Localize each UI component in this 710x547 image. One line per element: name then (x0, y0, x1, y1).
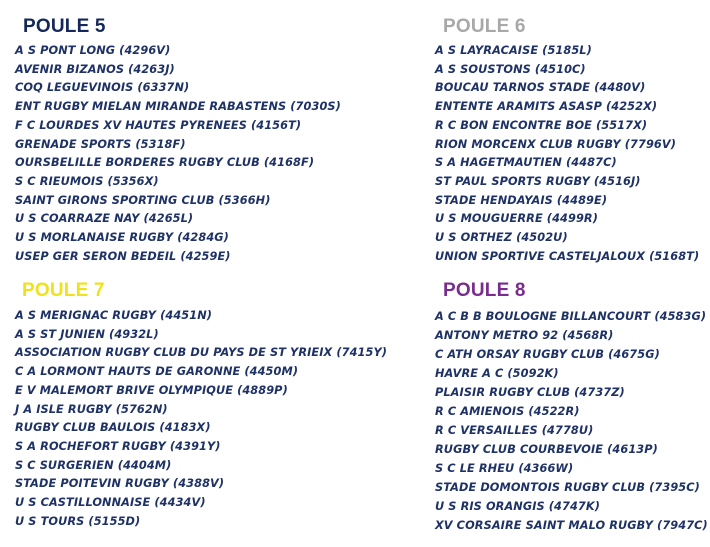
team-entry: RUGBY CLUB BAULOIS (4183X) (15, 421, 211, 435)
team-entry: A S PONT LONG (4296V) (15, 44, 171, 57)
pool-5-team-list (15, 42, 341, 266)
team-entry: A S MERIGNAC RUGBY (4451N) (15, 309, 213, 322)
team-entry: A C B B BOULOGNE BILLANCOURT (4583G) (435, 310, 707, 323)
team-entry: ST PAUL SPORTS RUGBY (4516J) (435, 174, 641, 188)
team-entry: R C AMIENOIS (4522R) (435, 405, 580, 418)
pool-5-section (15, 16, 341, 266)
pool-8-team-list (435, 307, 708, 535)
team-entry: U S CASTILLONNAISE (4434V) (15, 496, 206, 510)
team-entry: PLAISIR RUGBY CLUB (4737Z) (435, 386, 625, 399)
team-entry: USEP GER SERON BEDEIL (4259E) (15, 249, 231, 263)
team-entry: RUGBY CLUB COURBEVOIE (4613P) (435, 443, 658, 456)
pool-5-title: POULE 5 (23, 16, 106, 37)
team-entry: U S TOURS (5155D) (15, 514, 141, 528)
pool-6-section (435, 16, 699, 266)
team-entry: E V MALEMORT BRIVE OLYMPIQUE (4889P) (15, 383, 288, 397)
pool-6-team-list (435, 42, 699, 266)
pool-7-team-list (15, 307, 387, 531)
team-entry: STADE POITEVIN RUGBY (4388V) (15, 477, 225, 491)
team-entry: A S SOUSTONS (4510C) (435, 62, 586, 76)
team-entry: S A ROCHEFORT RUGBY (4391Y) (15, 439, 221, 453)
team-entry: S C LE RHEU (4366W) (435, 462, 574, 475)
team-entry: ASSOCIATION RUGBY CLUB DU PAYS DE ST YRIEIX (7415Y) (15, 346, 388, 360)
team-entry: HAVRE A C (5092K) (435, 367, 559, 380)
team-entry: S C SURGERIEN (4404M) (15, 458, 172, 472)
team-entry: A S ST JUNIEN (4932L) (15, 327, 159, 341)
team-entry: GRENADE SPORTS (5318F) (15, 137, 186, 151)
team-entry: ENT RUGBY MIELAN MIRANDE RABASTENS (7030S) (15, 100, 341, 114)
team-entry: ENTENTE ARAMITS ASASP (4252X) (435, 100, 658, 114)
team-entry: F C LOURDES XV HAUTES PYRENEES (4156T) (15, 118, 302, 132)
team-entry: STADE HENDAYAIS (4489E) (435, 193, 608, 207)
pool-8-title: POULE 8 (443, 280, 526, 301)
team-entry: STADE DOMONTOIS RUGBY CLUB (7395C) (435, 481, 700, 494)
team-entry: S C RIEUMOIS (5356X) (15, 174, 159, 188)
team-entry: COQ LEGUEVINOIS (6337N) (15, 81, 190, 95)
team-entry: U S COARRAZE NAY (4265L) (15, 212, 194, 226)
team-entry: J A ISLE RUGBY (5762N) (15, 402, 168, 416)
team-entry: AVENIR BIZANOS (4263J) (15, 62, 175, 76)
team-entry: U S RIS ORANGIS (4747K) (435, 500, 601, 513)
pool-6-title: POULE 6 (443, 16, 526, 37)
team-entry: U S ORTHEZ (4502U) (435, 231, 568, 245)
team-entry: OURSBELILLE BORDERES RUGBY CLUB (4168F) (15, 156, 315, 170)
team-entry: U S MOUGUERRE (4499R) (435, 212, 598, 226)
team-entry: XV CORSAIRE SAINT MALO RUGBY (7947C) (435, 519, 708, 532)
team-entry: S A HAGETMAUTIEN (4487C) (435, 156, 617, 170)
team-entry: ANTONY METRO 92 (4568R) (435, 329, 614, 342)
team-entry: BOUCAU TARNOS STADE (4480V) (435, 81, 646, 95)
team-entry: A S LAYRACAISE (5185L) (435, 44, 592, 57)
team-entry: SAINT GIRONS SPORTING CLUB (5366H) (15, 193, 271, 207)
team-entry: UNION SPORTIVE CASTELJALOUX (5168T) (435, 249, 700, 263)
team-entry: U S MORLANAISE RUGBY (4284G) (15, 231, 229, 245)
pool-7-title: POULE 7 (22, 280, 105, 301)
team-entry: R C VERSAILLES (4778U) (435, 424, 594, 437)
pool-7-section (15, 280, 387, 531)
team-entry: R C BON ENCONTRE BOE (5517X) (435, 118, 648, 132)
team-entry: C ATH ORSAY RUGBY CLUB (4675G) (435, 348, 660, 361)
pool-8-section (435, 280, 708, 535)
team-entry: RION MORCENX CLUB RUGBY (7796V) (435, 137, 676, 151)
team-entry: C A LORMONT HAUTS DE GARONNE (4450M) (15, 365, 299, 379)
